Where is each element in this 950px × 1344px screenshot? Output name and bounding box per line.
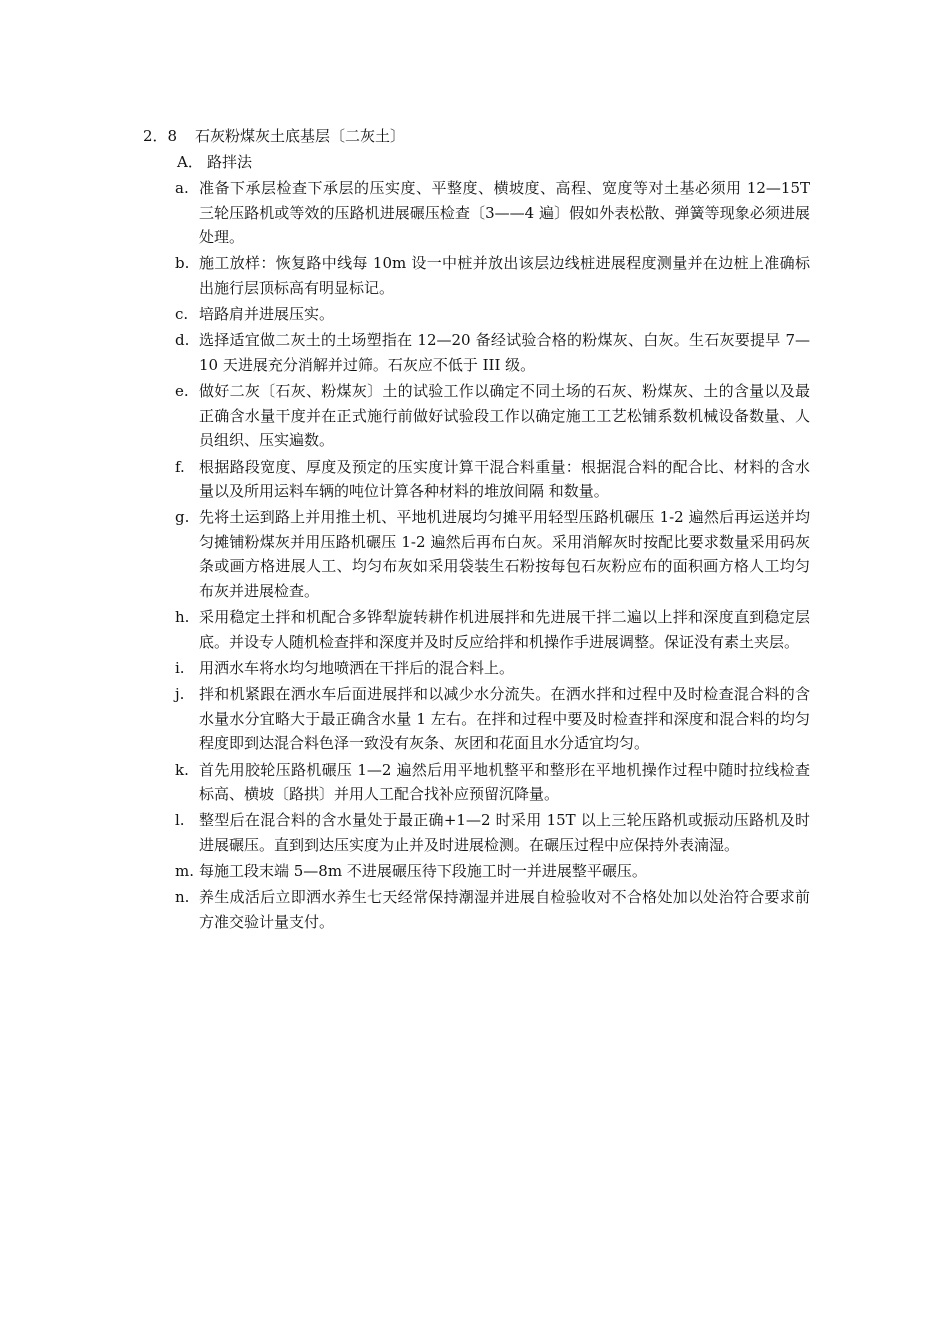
item-text: 培路肩并进展压实。 (199, 305, 335, 324)
list-item (170, 885, 810, 934)
subsection-heading (177, 150, 252, 174)
item-marker: e. (175, 382, 189, 401)
list-item (170, 176, 810, 250)
item-text: 先将土运到路上并用推土机、平地机进展均匀摊平用轻型压路机碾压 1-2 遍然后再运送并均匀摊铺粉煤灰并用压路机碾压 1-2 遍然后再布白灰。采用消解灰时按配比要求数量采用码灰条或画方格进展人工、均匀布灰如采用袋装生石粉按每包石灰粉应布的面积画方格人工均匀布灰并进展检查。 (199, 508, 810, 601)
item-marker: l. (175, 811, 185, 830)
list-item (170, 251, 810, 300)
item-text: 首先用胶轮压路机碾压 1—2 遍然后用平地机整平和整形在平地机操作过程中随时拉线检查标高、横坡〔路拱〕并用人工配合找补应预留沉降量。 (199, 760, 810, 804)
list-item (170, 379, 810, 453)
item-text: 根据路段宽度、厚度及预定的压实度计算干混合料重量：根据混合料的配合比、材料的含水量以及所用运料车辆的吨位计算各种材料的堆放间隔 和数量。 (199, 457, 810, 501)
item-marker: n. (175, 888, 190, 907)
list-item (170, 808, 810, 857)
section-heading (143, 124, 405, 148)
item-marker: m. (175, 862, 194, 881)
item-marker: b. (175, 254, 190, 273)
list-item (170, 758, 810, 807)
item-marker: c. (175, 305, 189, 324)
item-marker: g. (175, 508, 190, 527)
item-text: 每施工段末端 5—8m 不进展碾压待下段施工时一并进展整平碾压。 (199, 862, 647, 881)
item-marker: i. (175, 659, 185, 678)
item-marker: a. (175, 179, 189, 197)
list-item (170, 859, 810, 884)
item-marker: f. (175, 457, 185, 476)
subsection-title: 路拌法 (207, 153, 253, 171)
item-marker: j. (175, 685, 185, 704)
subsection-letter: A． (177, 153, 203, 171)
list-item (170, 505, 810, 603)
list-item (170, 328, 810, 377)
item-text: 整型后在混合料的含水量处于最正确+1—2 时采用 15T 以上三轮压路机或振动压路机及时进展碾压。直到到达压实度为止并及时进展检测。在碾压过程中应保持外表湳湿。 (199, 811, 810, 854)
item-text: 施工放样：恢复路中线每 10m 设一中桩并放出该层边线桩进展程度测量并在边桩上准确标出施行层顶标高有明显标记。 (199, 254, 810, 297)
item-text: 采用稳定土拌和机配合多铧犁旋转耕作机进展拌和先进展干拌二遍以上拌和深度直到稳定层底。并设专人随机检查拌和深度并及时反应给拌和机操作手进展调整。保证没有素土夹层。 (199, 608, 810, 651)
item-text: 准备下承层检查下承层的压实度、平整度、横坡度、高程、宽度等对土基必须用 12—15T 三轮压路机或等效的压路机进展碾压检查〔3——4 遍〕假如外表松散、弹簧等现象必须进展处理。 (199, 179, 810, 247)
list-item (170, 455, 810, 504)
item-marker: d. (175, 331, 190, 350)
list-item (170, 682, 810, 756)
section-number: 2．8 (143, 127, 178, 145)
item-marker: h. (175, 608, 190, 627)
item-marker: k. (175, 760, 189, 779)
list-item (170, 656, 810, 681)
list-item (170, 302, 810, 327)
item-text: 做好二灰〔石灰、粉煤灰〕土的试验工作以确定不同土场的石灰、粉煤灰、土的含量以及最正确含水量干度并在正式施行前做好试验段工作以确定施工工艺松铺系数机械设备数量、人员组织、压实遍数。 (199, 382, 810, 450)
section-title: 石灰粉煤灰土底基层〔二灰土〕 (195, 127, 406, 145)
procedure-list (170, 176, 810, 936)
list-item (170, 605, 810, 654)
item-text: 用洒水车将水均匀地喷洒在干拌后的混合料上。 (199, 659, 515, 678)
item-text: 选择适宜做二灰土的土场塑指在 12—20 备经试验合格的粉煤灰、白灰。生石灰要提早 7—10 天进展充分消解并过筛。石灰应不低于 III 级。 (199, 331, 810, 374)
item-text: 养生成活后立即洒水养生七天经常保持潮湿并进展自检验收对不合格处加以处治符合要求前方准交验计量支付。 (199, 888, 810, 931)
item-text: 拌和机紧跟在洒水车后面进展拌和以减少水分流失。在洒水拌和过程中及时检查混合料的含水量水分宜略大于最正确含水量 1 左右。在拌和过程中要及时检查拌和深度和混合料的均匀程度即到达混合料色泽一致没有灰条、灰团和花面且水分适宜均匀。 (199, 685, 810, 753)
